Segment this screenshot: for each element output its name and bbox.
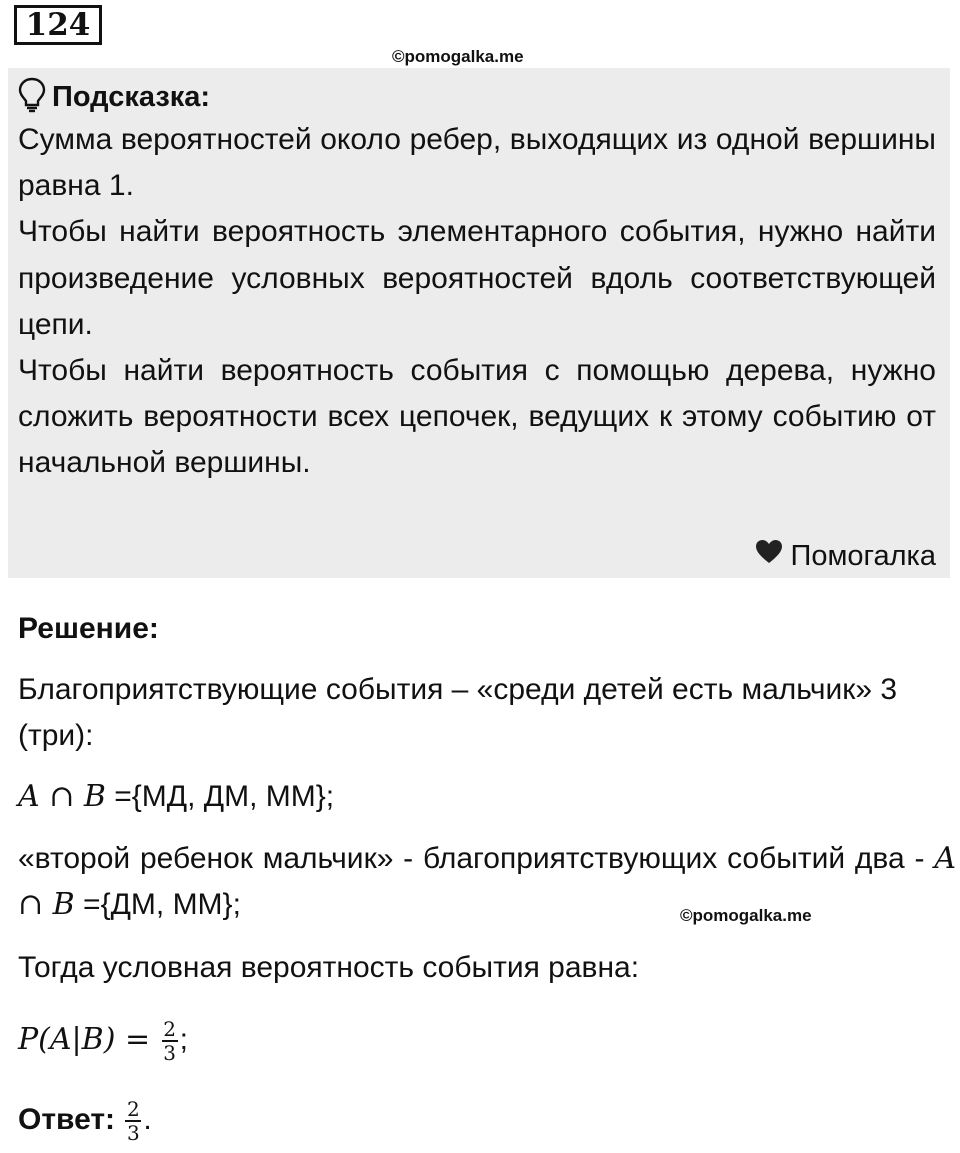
hint-title: Подсказка: (52, 80, 211, 113)
hint-text (18, 117, 936, 487)
set-text: ={ДМ, ММ}; (74, 888, 241, 921)
solution-line (18, 774, 956, 820)
formula-lhs: P(A|B) = (18, 1022, 160, 1057)
brand-signature (755, 536, 936, 576)
fraction-numerator: 2 (163, 1017, 176, 1042)
fraction (125, 1098, 141, 1144)
formula-tail: ; (179, 1023, 188, 1056)
watermark: ©pomogalka.me (392, 47, 524, 66)
hint-paragraph: Сумма вероятностей около ребер, выходящих из одной вершины равна 1. (18, 123, 936, 203)
watermark: ©pomogalka.me (680, 906, 812, 925)
hint-paragraph: Чтобы найти вероятность элементарного события, нужно найти произведение условных вероятностей вдоль соответствующей цепи. (18, 215, 936, 341)
math-expression: A ∩ B (18, 779, 106, 814)
fraction-denominator: 3 (163, 1041, 176, 1066)
answer-label: Ответ: (18, 1103, 124, 1136)
fraction-denominator: 3 (127, 1121, 140, 1146)
solution-line: Тогда условная вероятность события равна: (18, 951, 640, 984)
solution-title: Решение: (18, 612, 159, 645)
task-number: 124 (14, 5, 102, 45)
solution-line: Благоприятствующие события – «среди детей есть мальчик» 3 (три): (18, 673, 898, 752)
lightbulb-icon (18, 77, 46, 118)
set-text: ={МД, ДМ, ММ}; (105, 780, 335, 813)
line-text: «второй ребенок мальчик» - благоприятствующих событий два - (18, 842, 935, 875)
fraction (162, 1018, 178, 1064)
answer-line (18, 1090, 956, 1150)
fraction-numerator: 2 (127, 1097, 140, 1122)
heart-icon (755, 539, 783, 573)
hint-paragraph: Чтобы найти вероятность события с помощью дерева, нужно сложить вероятности всех цепочек, ведущих к этому событию от начальной вершины. (18, 354, 936, 480)
brand-label: Помогалка (790, 539, 936, 572)
math-expression: A ∩ B (18, 841, 956, 922)
answer-tail: . (143, 1103, 152, 1136)
solution-line (18, 836, 956, 928)
formula-line (18, 1005, 956, 1075)
hint-header (18, 79, 210, 115)
